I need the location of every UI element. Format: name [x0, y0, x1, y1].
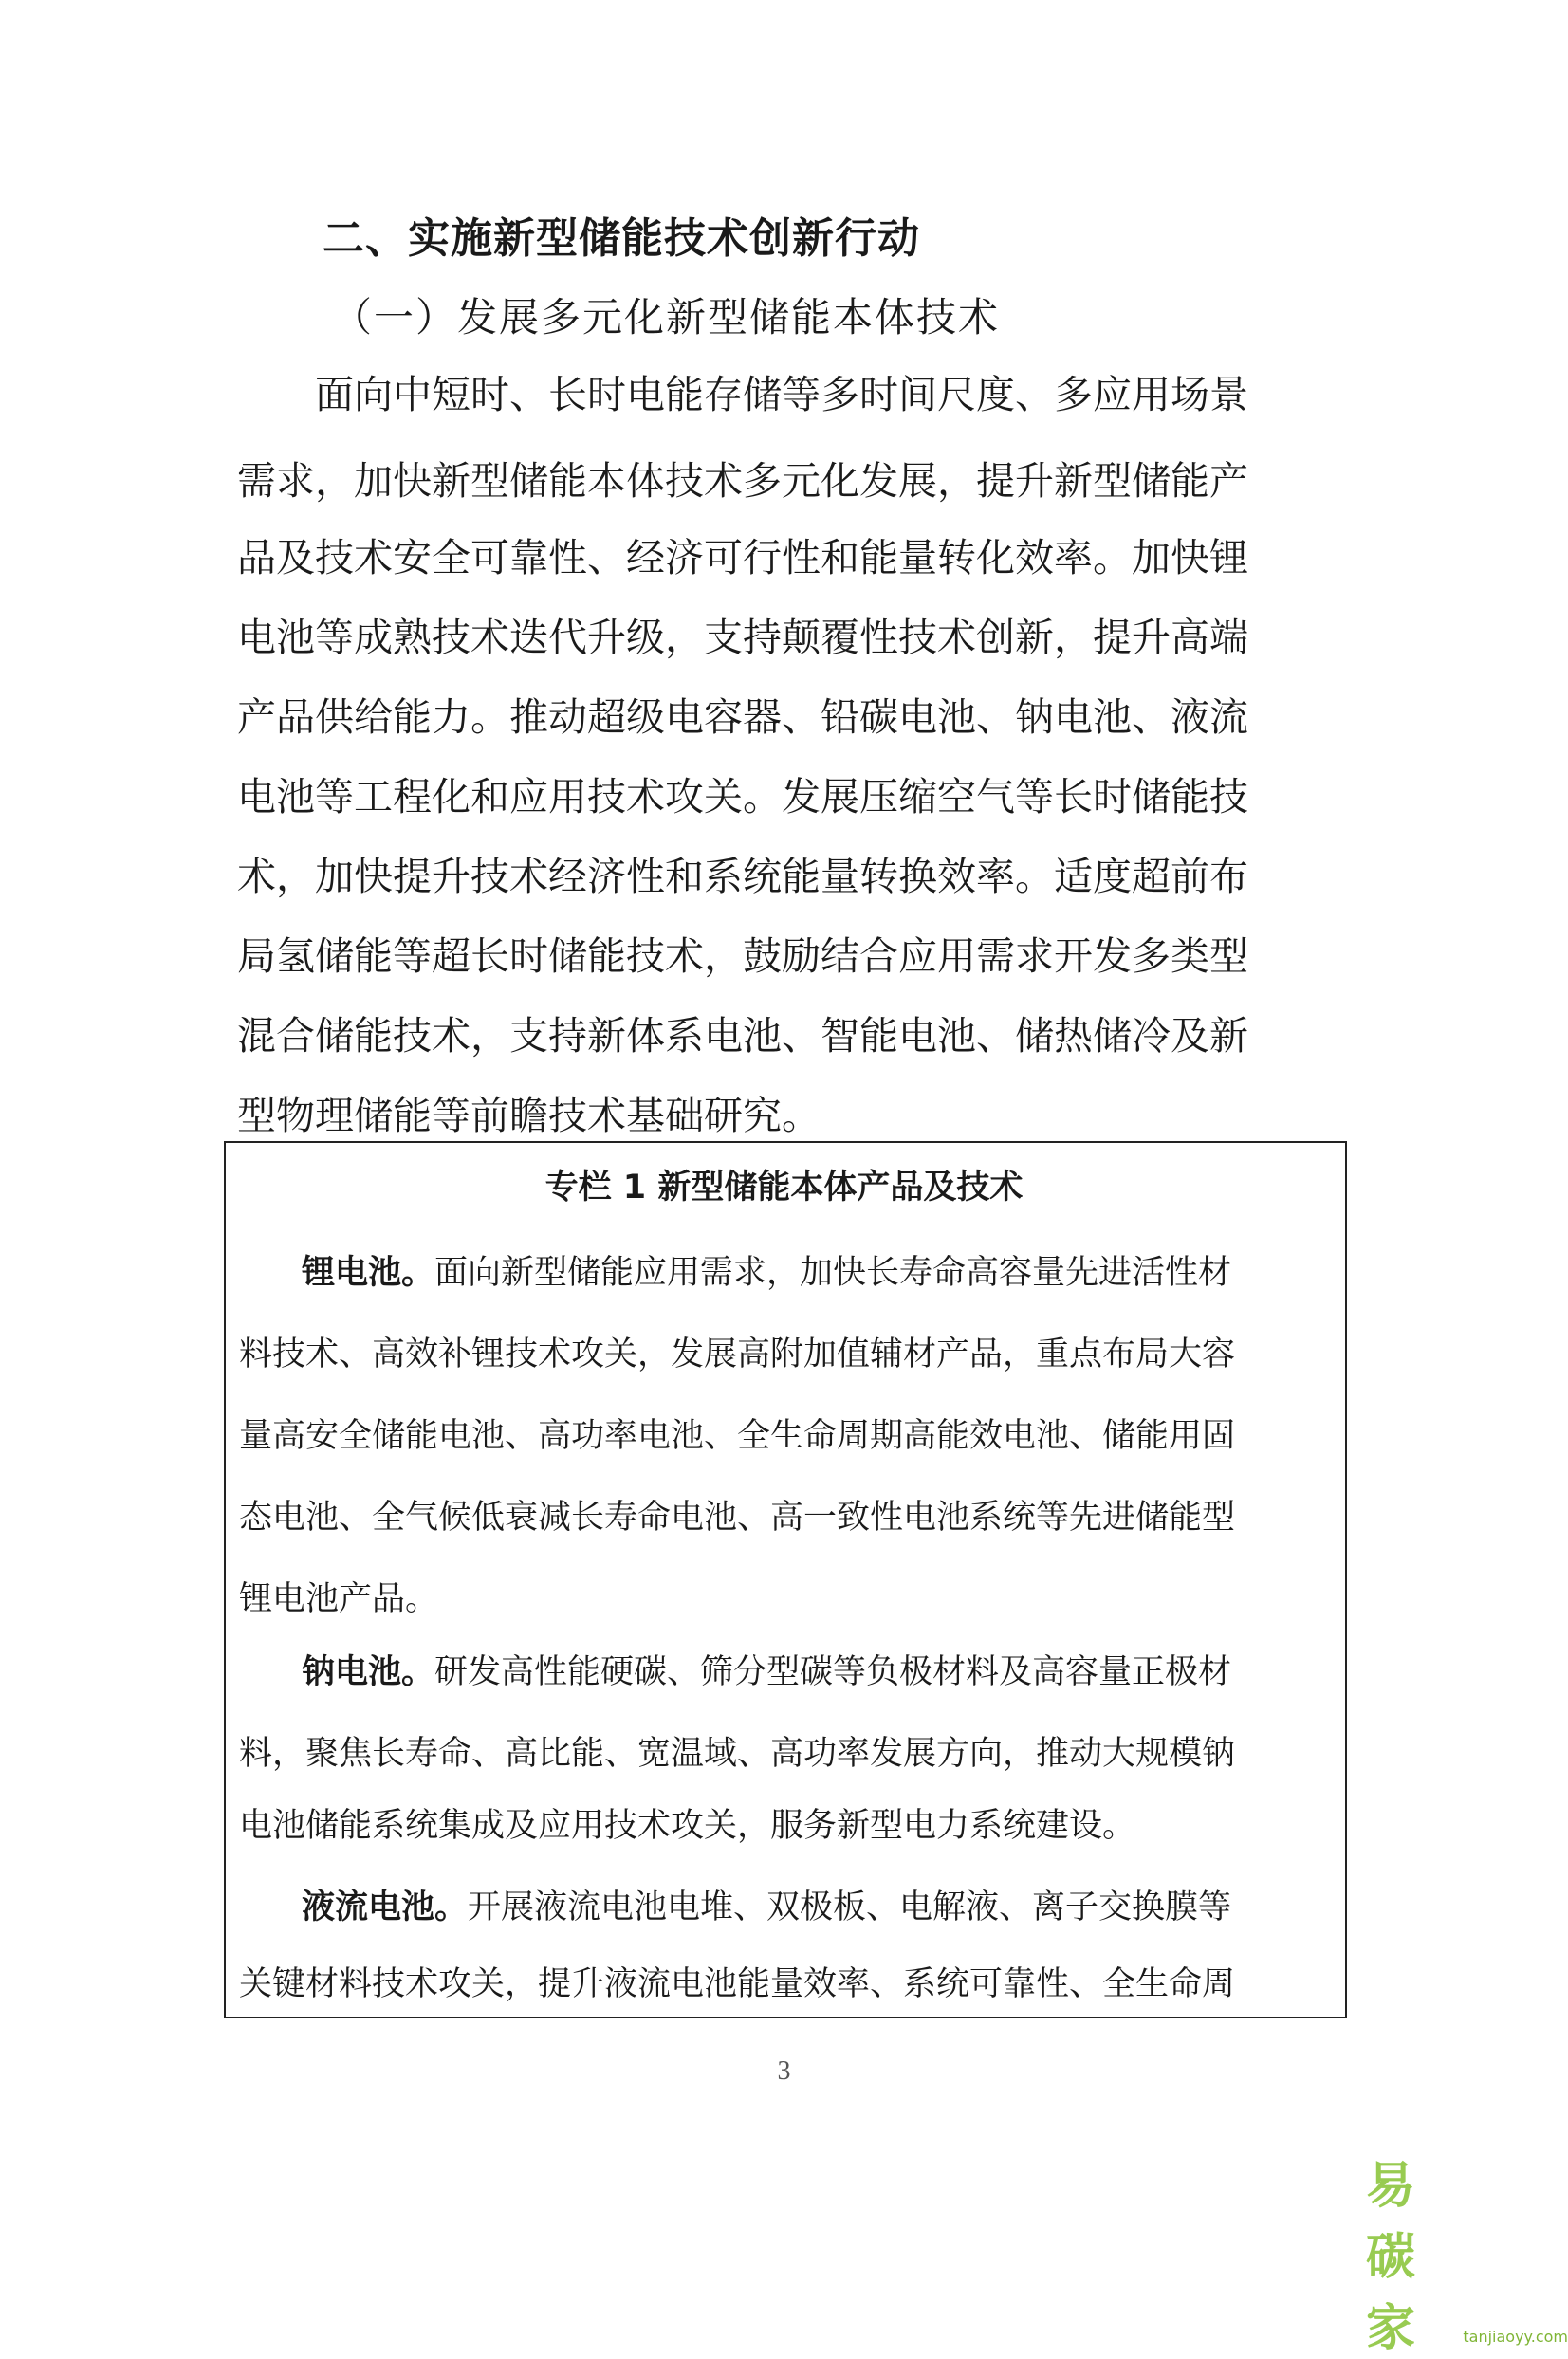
box-line: 态电池、全气候低衰减长寿命电池、高一致性电池系统等先进储能型 [239, 1499, 1236, 1537]
body-line: 产品供给能力。推动超级电容器、铅碳电池、钠电池、液流 [237, 694, 1248, 740]
lithium-first-line: 锂电池。面向新型储能应用需求，加快长寿命高容量先进活性材 [302, 1254, 1232, 1292]
page-number: 3 [777, 2056, 791, 2086]
body-line: 需求，加快新型储能本体技术多元化发展，提升新型储能产 [237, 458, 1248, 504]
lithium-label: 锂电池。 [302, 1254, 435, 1292]
body-line: 电池等成熟技术迭代升级，支持颠覆性技术创新，提升高端 [237, 615, 1248, 660]
sodium-label: 钠电池。 [302, 1653, 435, 1691]
body-line: 品及技术安全可靠性、经济可行性和能量转化效率。加快锂 [237, 535, 1248, 581]
subsection-heading: （一）发展多元化新型储能本体技术 [332, 294, 1001, 341]
section-heading: 二、实施新型储能技术创新行动 [323, 214, 920, 263]
body-line: 局氢储能等超长时储能技术，鼓励结合应用需求开发多类型 [237, 933, 1248, 979]
watermark-logo: 易碳家 [1366, 2158, 1418, 2357]
body-line: 型物理储能等前瞻技术基础研究。 [237, 1093, 821, 1138]
flow-first-line: 液流电池。开展液流电池电堆、双极板、电解液、离子交换膜等 [302, 1889, 1232, 1926]
box-line: 电池储能系统集成及应用技术攻关，服务新型电力系统建设。 [239, 1807, 1136, 1845]
box-line: 料，聚焦长寿命、高比能、宽温域、高功率发展方向，推动大规模钠 [239, 1735, 1236, 1773]
body-line: 电池等工程化和应用技术攻关。发展压缩空气等长时储能技 [237, 774, 1248, 820]
watermark [1366, 2146, 1568, 2359]
box-line: 量高安全储能电池、高功率电池、全生命周期高能效电池、储能用固 [239, 1417, 1236, 1455]
box-title: 专栏 1 新型储能本体产品及技术 [544, 1169, 1024, 1207]
box-line: 料技术、高效补锂技术攻关，发展高附加值辅材产品，重点布局大容 [239, 1336, 1236, 1373]
body-line: 面向中短时、长时电能存储等多时间尺度、多应用场景 [237, 372, 1248, 417]
body-line: 混合储能技术，支持新体系电池、智能电池、储热储冷及新 [237, 1013, 1248, 1059]
body-line: 术，加快提升技术经济性和系统能量转换效率。适度超前布 [237, 854, 1248, 899]
flow-label: 液流电池。 [302, 1889, 469, 1926]
sodium-first-line: 钠电池。研发高性能硬碳、筛分型碳等负极材料及高容量正极材 [302, 1653, 1232, 1691]
box-line: 关键材料技术攻关，提升液流电池能量效率、系统可靠性、全生命周 [239, 1965, 1236, 2003]
watermark-url: tanjiaoyy.com [1463, 2328, 1568, 2346]
box-line: 锂电池产品。 [239, 1580, 439, 1618]
